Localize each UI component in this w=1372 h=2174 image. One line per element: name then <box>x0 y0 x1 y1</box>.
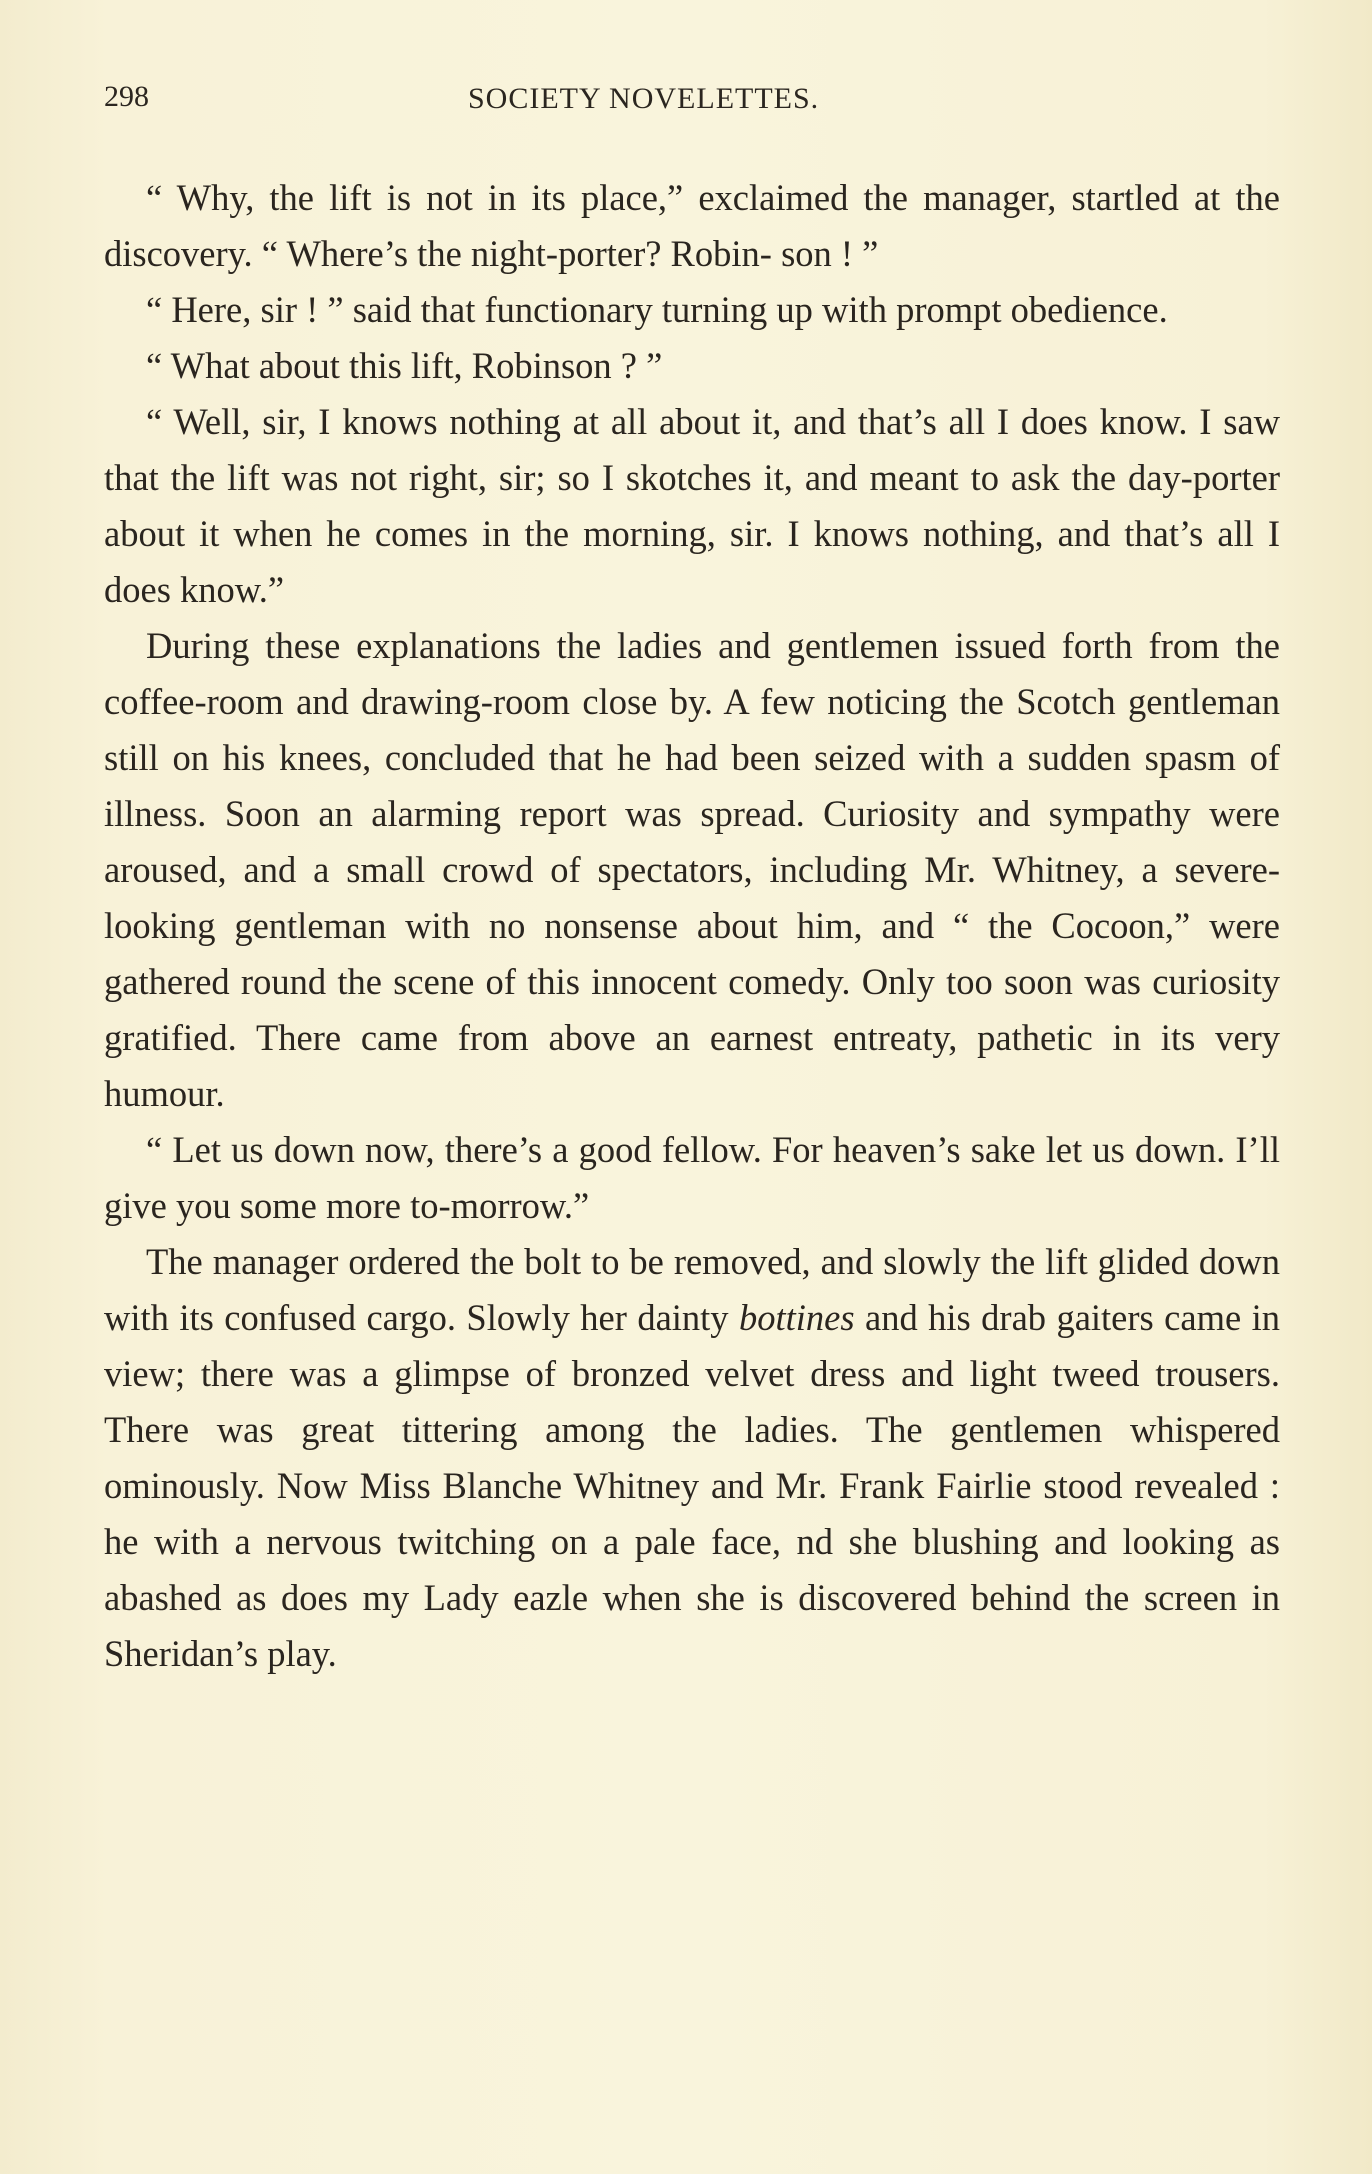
paragraph: “ Let us down now, there’s a good fellow. For heaven’s sake let us down. I’ll give you some more to-morrow.” <box>104 1129 1280 1226</box>
paragraph: “ Here, sir ! ” said that functionary turning up with prompt obedience. <box>146 289 1168 330</box>
page-number: 298 <box>104 80 149 113</box>
page-header <box>104 80 1282 130</box>
body-text <box>104 170 1280 1682</box>
paragraph: “ What about this lift, Robinson ? ” <box>146 345 663 386</box>
paragraph-text-start: The manager ordered the bolt to be removed, and slowly the lift glided down with its confused cargo. Slowly her dainty <box>104 1241 1280 1338</box>
paragraph-text-end: and his drab gaiters came in view; there was a glimpse of bronzed velvet dress and light tweed trousers. There was great tittering among the ladies. The gentlemen whispered ominously. Now Miss Blanche Whitney and Mr. Frank Fairlie stood revealed : he with a nervous twitching on a pale face, nd she blushing and looking as abashed as does my Lady eazle when she is discovered behind the screen in Sheridan’s play. <box>104 1297 1280 1674</box>
italic-word: bottines <box>738 1297 855 1338</box>
running-head: SOCIETY NOVELETTES. <box>468 82 820 115</box>
paragraph <box>104 1234 1280 1682</box>
paragraph: During these explanations the ladies and gentlemen issued forth from the coffee-room and drawing-room close by. A few noticing the Scotch gentleman still on his knees, concluded that he had been seized with a sudden spasm of illness. Soon an alarming report was spread. Curiosity and sympathy were aroused, and a small crowd of spectators, including Mr. Whitney, a severe-looking gentleman with no nonsense about him, and “ the Cocoon,” were gathered round the scene of this innocent comedy. Only too soon was curiosity gratified. There came from above an earnest entreaty, pathetic in its very humour. <box>104 625 1280 1114</box>
paragraph: “ Why, the lift is not in its place,” exclaimed the manager, startled at the discovery. “ Where’s the night-porter? Robin- son ! ” <box>104 177 1280 274</box>
paragraph: “ Well, sir, I knows nothing at all about it, and that’s all I does know. I saw that the lift was not right, sir; so I skotches it, and meant to ask the day-porter about it when he comes in the morning, sir. I knows nothing, and that’s all I does know.” <box>104 401 1280 610</box>
